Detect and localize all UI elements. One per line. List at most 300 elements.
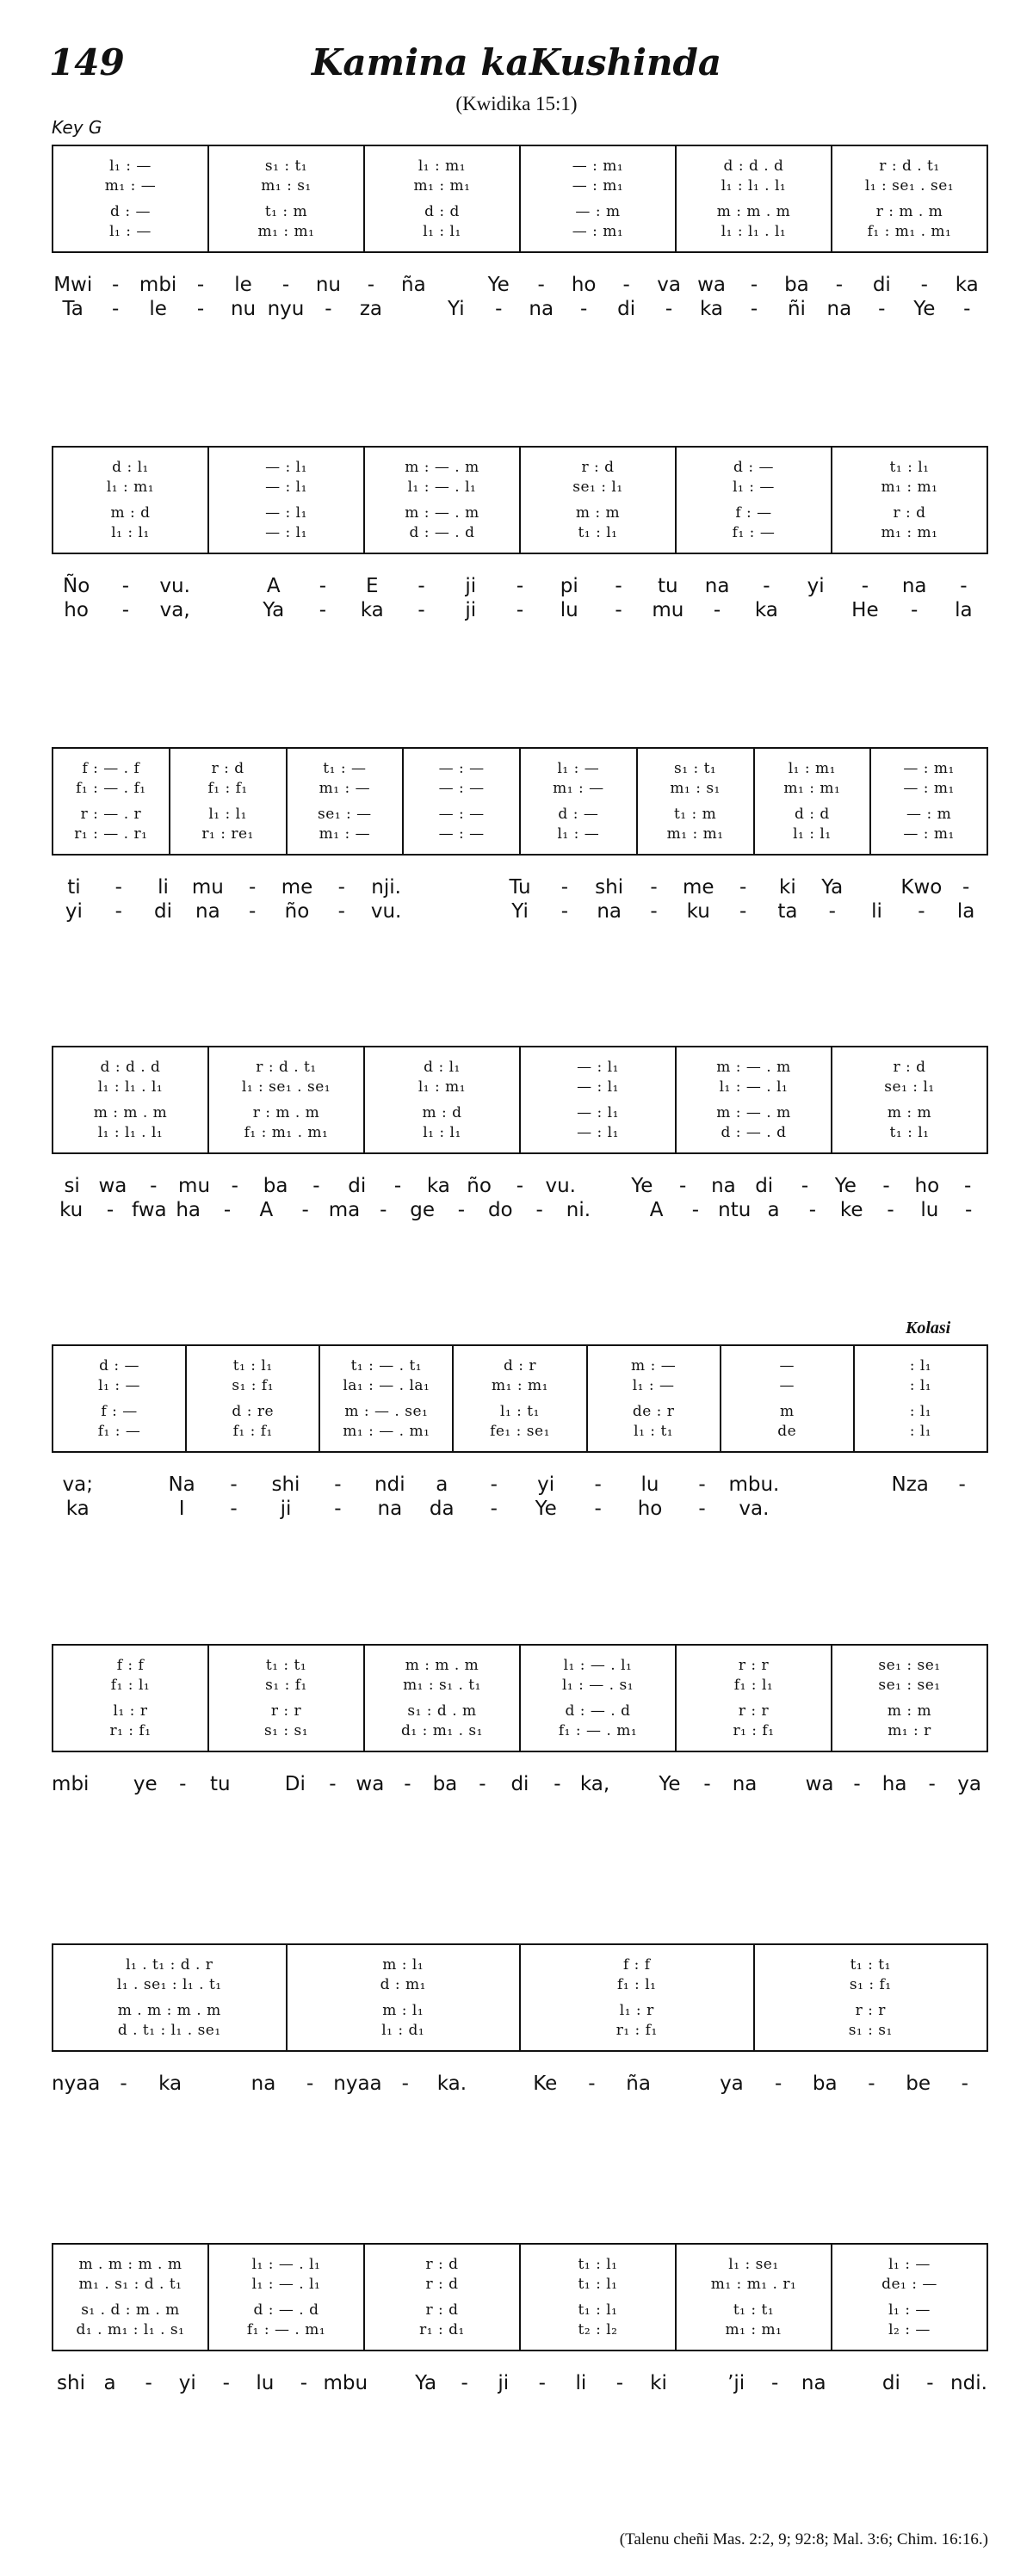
measure	[677, 1646, 832, 1751]
measure	[365, 146, 521, 251]
lyric-syllable: za	[359, 298, 382, 320]
lyric-syllable: ji	[465, 575, 477, 597]
voice-part: r₁ : d₁	[419, 2320, 465, 2338]
lyric-syllable: Ye	[631, 1175, 653, 1197]
measure	[209, 1646, 365, 1751]
lyric-syllable: -	[750, 274, 758, 296]
lyric-syllable: -	[121, 599, 130, 621]
lyric-syllable: wa	[805, 1773, 834, 1795]
lyric-syllable	[598, 1199, 637, 1221]
lyric-syllable: -	[319, 575, 327, 597]
voice-part: m₁ : — . m₁	[343, 1422, 430, 1440]
measure	[404, 749, 521, 854]
voice-part: m₁ : m₁	[257, 222, 315, 240]
lyric-syllable: ba	[263, 1175, 288, 1197]
lyric-syllable: -	[196, 274, 205, 296]
lyric-syllable: di	[755, 1175, 774, 1197]
measure	[365, 1047, 521, 1152]
voice-part: l₁ : —	[733, 478, 775, 496]
lyric-syllable: -	[958, 1473, 966, 1496]
voice-part: f : — . f	[82, 759, 140, 777]
lyric-syllable: -	[868, 2073, 875, 2095]
voice-part: m₁ : —	[553, 779, 604, 797]
lyric-syllable: -	[882, 1175, 890, 1197]
voice-part: — : m₁	[903, 825, 955, 843]
measure	[832, 448, 987, 553]
lyric-syllable: nji.	[371, 876, 401, 899]
voice-part: se₁ : se₁	[878, 1656, 941, 1674]
lyric-syllable	[475, 2073, 522, 2095]
lyric-syllable: -	[698, 1498, 706, 1520]
voice-part: — : m₁	[903, 779, 955, 797]
lyric-syllable: ho	[571, 274, 597, 296]
lyric-syllable: -	[223, 1199, 232, 1221]
lyric-syllable: le	[149, 298, 167, 320]
voice-part: d : — . d	[721, 1123, 787, 1141]
voice-part: f : f	[622, 1955, 651, 1974]
lyric-syllable: tu	[210, 1773, 231, 1795]
voice-part: t₁ : m	[673, 805, 717, 823]
voice-part: l₁ : l₁	[423, 222, 461, 240]
lyric-syllable: tu	[658, 575, 678, 597]
lyric-syllable: nyaa	[52, 2073, 101, 2095]
lyric-syllable: nyaa	[333, 2073, 382, 2095]
lyric-syllable: -	[650, 900, 658, 923]
lyric-syllable: ño	[284, 900, 310, 923]
voice-part: r : d . t₁	[879, 157, 940, 175]
lyric-syllable	[194, 2073, 240, 2095]
lyric-syllable: yi	[65, 900, 83, 923]
lyric-syllable: fwa	[132, 1199, 167, 1221]
lyric-syllable: ndi.	[950, 2372, 987, 2394]
voice-part: — : m₁	[572, 222, 624, 240]
voice-part: d : d . d	[723, 157, 784, 175]
tonic-solfa-staff	[52, 1943, 988, 2052]
measure	[288, 1945, 522, 2050]
voice-part: r₁ : re₁	[201, 825, 254, 843]
lyric-syllable: -	[698, 1473, 706, 1496]
voice-part: m : m	[575, 503, 621, 522]
measure	[677, 1047, 832, 1152]
measure	[53, 1346, 187, 1451]
lyric-syllable: ya	[720, 2073, 744, 2095]
lyric-syllable: Ya	[415, 2372, 437, 2394]
voice-part: m₁ . s₁ : d . t₁	[78, 2275, 182, 2293]
lyric-syllable: va	[657, 274, 681, 296]
tonic-solfa-staff	[52, 2243, 988, 2351]
voice-part: m : — . m	[405, 503, 479, 522]
voice-part: s₁ : s₁	[848, 2021, 893, 2039]
measure	[365, 1646, 521, 1751]
lyric-syllable: Ño	[62, 575, 90, 597]
measure	[677, 448, 832, 553]
voice-part: : l₁	[909, 1402, 932, 1420]
lyric-syllable: -	[222, 2372, 230, 2394]
voice-part: t₁ : m	[264, 202, 308, 220]
voice-part: fe₁ : se₁	[490, 1422, 550, 1440]
lyric-syllable: -	[678, 1175, 687, 1197]
voice-part: t₁ : l₁	[578, 2301, 618, 2319]
lyric-syllable: -	[490, 1498, 498, 1520]
voice-part: l₁ : —	[888, 2255, 931, 2273]
voice-part: se₁ : —	[318, 805, 372, 823]
lyric-syllable: -	[878, 298, 886, 320]
voice-part: m₁ : m₁ . r₁	[710, 2275, 797, 2293]
lyric-line	[52, 2073, 988, 2095]
voice-part: — : m	[906, 805, 952, 823]
lyric-syllable: He	[851, 599, 879, 621]
footer-reference: (Talenu cheñi Mas. 2:2, 9; 92:8; Mal. 3:6; Chim. 16:16.)	[619, 2530, 988, 2548]
voice-part: — : m	[575, 202, 621, 220]
lyric-syllable: wa	[697, 274, 726, 296]
voice-part: t₁ : t₁	[265, 1656, 307, 1674]
voice-part: l₁ : — . l₁	[251, 2275, 321, 2293]
lyric-syllable: E	[365, 575, 379, 597]
lyric-syllable: va;	[62, 1473, 93, 1496]
voice-part: — : m₁	[572, 157, 624, 175]
lyric-syllable	[409, 876, 454, 899]
voice-part: m . m : m . m	[78, 2255, 182, 2273]
chorus-label: Kolasi	[906, 1319, 951, 1337]
lyric-syllable: me	[683, 876, 714, 899]
lyric-syllable: ni.	[566, 1199, 591, 1221]
lyric-syllable: -	[750, 298, 758, 320]
voice-part: l₁ : l₁ . l₁	[721, 176, 787, 195]
voice-part: l₁ : — . l₁	[719, 1078, 789, 1096]
voice-part: d : —	[733, 458, 774, 476]
hymn-number: 149	[49, 41, 125, 83]
voice-part: m₁ : m₁	[881, 478, 938, 496]
voice-part: l₁ : — . l₁	[251, 2255, 321, 2273]
lyric-syllable: li	[575, 2372, 587, 2394]
voice-part: l₁ : t₁	[634, 1422, 674, 1440]
lyric-syllable	[780, 1498, 832, 1520]
voice-part: l₁ : —	[109, 157, 152, 175]
voice-part: t₁ : l₁	[578, 523, 618, 541]
voice-part: m₁ : m₁	[413, 176, 471, 195]
lyric-syllable: nyu	[267, 298, 305, 320]
lyric-syllable: -	[516, 1175, 524, 1197]
measure	[53, 749, 170, 854]
voice-part: r₁ : f₁	[615, 2021, 658, 2039]
measure	[53, 448, 209, 553]
voice-part: l₁ : m₁	[418, 157, 467, 175]
voice-part: — : l₁	[265, 458, 307, 476]
lyric-syllable: na	[826, 298, 852, 320]
lyric-syllable: -	[918, 900, 925, 923]
voice-part: d : r	[503, 1356, 537, 1374]
voice-part: se₁ : l₁	[884, 1078, 935, 1096]
voice-part: f₁ : l₁	[617, 1975, 657, 1993]
lyric-syllable: va,	[159, 599, 190, 621]
lyric-syllable: -	[538, 2372, 546, 2394]
lyric-syllable: -	[910, 599, 919, 621]
lyric-syllable: li	[158, 876, 169, 899]
lyric-syllable: da	[429, 1498, 455, 1520]
lyric-syllable: -	[887, 1199, 894, 1221]
lyric-syllable: lu	[640, 1473, 659, 1496]
voice-part: s₁ : d . m	[407, 1702, 477, 1720]
lyric-syllable: nu	[315, 274, 342, 296]
lyric-line	[52, 1175, 988, 1197]
lyric-syllable: -	[120, 2073, 127, 2095]
voice-part: t₁ : l₁	[889, 458, 930, 476]
measure	[521, 2245, 677, 2350]
voice-part: l₁ : —	[632, 1376, 675, 1394]
voice-part: t₁ : l₁	[232, 1356, 273, 1374]
lyric-syllable: na	[195, 900, 220, 923]
lyric-syllable	[764, 1773, 801, 1795]
measure	[521, 146, 677, 251]
lyric-syllable: di	[510, 1773, 529, 1795]
lyric-syllable: -	[490, 1473, 498, 1496]
lyric-syllable: a	[436, 1473, 448, 1496]
lyric-syllable: ti	[67, 876, 81, 899]
lyric-syllable: -	[249, 876, 257, 899]
lyric-syllable	[368, 2372, 406, 2394]
voice-part: t₁ : t₁	[733, 2301, 775, 2319]
lyric-syllable: -	[560, 900, 568, 923]
lyric-syllable: na	[529, 298, 554, 320]
lyric-syllable: Di	[284, 1773, 306, 1795]
voice-part: l₁ : l₁	[208, 805, 247, 823]
lyric-syllable: ke	[839, 1199, 863, 1221]
voice-part: —	[779, 1356, 795, 1374]
lyric-syllable	[103, 1473, 155, 1496]
voice-part: r₁ : f₁	[109, 1721, 152, 1739]
measure	[755, 749, 872, 854]
voice-part: m	[779, 1402, 795, 1420]
voice-part: l₁ . t₁ : d . r	[126, 1955, 213, 1974]
lyric-line	[52, 1498, 988, 1520]
voice-part: l₁ : se₁ . se₁	[864, 176, 955, 195]
voice-part: s₁ : s₁	[263, 1721, 309, 1739]
voice-part: m₁ : —	[319, 779, 371, 797]
lyric-syllable: di	[348, 1175, 367, 1197]
measure	[755, 1945, 987, 2050]
voice-part: r : r	[738, 1656, 770, 1674]
voice-part: f₁ : —	[97, 1422, 141, 1440]
tonic-solfa-staff	[52, 1046, 988, 1154]
lyric-syllable: mbu.	[728, 1473, 780, 1496]
voice-part: l₁ : r	[619, 2001, 654, 2019]
voice-part: m₁ : s₁	[261, 176, 312, 195]
measure	[209, 2245, 365, 2350]
lyric-syllable: -	[334, 1498, 342, 1520]
lyric-syllable: na	[704, 575, 730, 597]
lyric-syllable: ho	[637, 1498, 663, 1520]
lyric-line	[52, 900, 988, 923]
lyric-syllable: mbu	[323, 2372, 368, 2394]
lyric-syllable: -	[457, 1199, 466, 1221]
voice-part: —	[779, 1376, 795, 1394]
lyric-syllable: -	[963, 298, 971, 320]
voice-part: r : d . t₁	[256, 1058, 317, 1076]
measure	[588, 1346, 721, 1451]
lyric-syllable: yi	[178, 2372, 196, 2394]
measure	[53, 146, 209, 251]
voice-part: l₁ : t₁	[500, 1402, 540, 1420]
voice-part: d : —	[558, 805, 599, 823]
voice-part: d : l₁	[112, 458, 149, 476]
lyric-syllable: ka	[158, 2073, 182, 2095]
voice-part: m₁ : r	[888, 1721, 931, 1739]
lyric-syllable: ji	[280, 1498, 292, 1520]
lyric-syllable: na	[377, 1498, 403, 1520]
measure	[170, 749, 288, 854]
lyric-syllable: vu.	[370, 900, 402, 923]
voice-part: — : l₁	[577, 1123, 619, 1141]
lyric-syllable: Tu	[509, 876, 531, 899]
voice-part: l₁ : l₁ . l₁	[97, 1078, 164, 1096]
voice-part: r : d	[425, 2301, 459, 2319]
voice-part: — : l₁	[577, 1058, 619, 1076]
lyric-syllable: ña	[401, 274, 426, 296]
lyric-syllable: Ta	[62, 298, 84, 320]
measure	[454, 1346, 587, 1451]
voice-part: d : — . d	[253, 2301, 319, 2319]
voice-part: l₁ : m₁	[788, 759, 836, 777]
voice-part: f₁ : — . f₁	[76, 779, 146, 797]
lyric-syllable	[936, 1498, 987, 1520]
lyric-syllable: Kwo	[900, 876, 943, 899]
measure	[521, 1047, 677, 1152]
lyric-syllable: ka.	[436, 2073, 467, 2095]
voice-part: s₁ . d : m . m	[81, 2301, 180, 2319]
voice-part: — : —	[438, 805, 485, 823]
lyric-syllable	[200, 575, 249, 597]
lyric-syllable	[581, 1175, 622, 1197]
lyric-syllable: la	[956, 900, 975, 923]
lyric-syllable: -	[106, 1199, 114, 1221]
lyric-syllable: -	[145, 2372, 152, 2394]
voice-part: r : r	[738, 1702, 770, 1720]
lyric-syllable: -	[535, 1199, 543, 1221]
lyric-syllable: -	[114, 900, 122, 923]
voice-part: f₁ : l₁	[733, 1676, 774, 1694]
voice-part: l₁ : l₁	[423, 1123, 461, 1141]
voice-part: l₁ : l₁ . l₁	[97, 1123, 164, 1141]
lyric-syllable: si	[64, 1175, 80, 1197]
lyric-line	[52, 1199, 988, 1221]
voice-part: m₁ : m₁	[666, 825, 724, 843]
lyric-syllable	[884, 1498, 936, 1520]
voice-part: l₁ : — . l₁	[407, 478, 477, 496]
voice-part: m : —	[631, 1356, 677, 1374]
lyric-syllable: -	[112, 298, 120, 320]
lyric-syllable: -	[401, 2073, 409, 2095]
lyric-syllable	[832, 1498, 884, 1520]
voice-part: f₁ : f₁	[232, 1422, 273, 1440]
measure	[638, 749, 755, 854]
voice-part: f₁ : f₁	[207, 779, 248, 797]
lyric-syllable	[791, 599, 840, 621]
voice-part: — : m₁	[903, 759, 955, 777]
measure	[53, 1945, 288, 2050]
voice-part: — : —	[438, 825, 485, 843]
voice-part: f : f	[116, 1656, 145, 1674]
voice-part: — : —	[438, 779, 485, 797]
scripture-reference: (Kwidika 15:1)	[455, 93, 578, 114]
lyric-syllable: -	[615, 599, 622, 621]
voice-part: d . t₁ : l₁ . se₁	[117, 2021, 221, 2039]
lyric-syllable: -	[230, 1473, 238, 1496]
lyric-syllable: -	[615, 2372, 624, 2394]
voice-part: m : m . m	[93, 1103, 168, 1121]
voice-part: t₁ : l₁	[578, 2275, 618, 2293]
lyric-syllable: Ke	[533, 2073, 558, 2095]
lyric-syllable: -	[808, 1199, 817, 1221]
lyric-syllable: -	[965, 1199, 973, 1221]
lyric-line	[52, 575, 988, 597]
voice-part: d : — . d	[409, 523, 475, 541]
lyric-syllable	[833, 2372, 872, 2394]
voice-part: m : m . m	[405, 1656, 479, 1674]
lyric-syllable: ji	[498, 2372, 510, 2394]
measure	[677, 146, 832, 251]
lyric-syllable: -	[230, 1498, 238, 1520]
lyric-syllable: mbi	[52, 1773, 90, 1795]
lyric-syllable: -	[380, 1199, 387, 1221]
lyric-syllable: -	[580, 298, 588, 320]
voice-part: s₁ : t₁	[674, 759, 717, 777]
lyric-syllable: nu	[230, 298, 257, 320]
lyric-syllable: A	[259, 1199, 274, 1221]
lyric-syllable: -	[495, 298, 503, 320]
voice-part: f₁ : m₁ . m₁	[867, 222, 952, 240]
lyric-syllable: ki	[779, 876, 796, 899]
lyric-syllable: di	[154, 900, 173, 923]
tonic-solfa-staff	[52, 747, 988, 856]
voice-part: l₁ : se₁	[728, 2255, 779, 2273]
lyric-syllable: -	[461, 2372, 468, 2394]
voice-part: d₁ : m₁ . s₁	[401, 1721, 483, 1739]
voice-part: r : d	[581, 458, 615, 476]
lyric-syllable: be	[906, 2073, 931, 2095]
voice-part: l₁ : —	[98, 1376, 140, 1394]
voice-part: l₁ : l₁	[793, 825, 832, 843]
lyric-syllable: ba	[432, 1773, 458, 1795]
voice-part: l₁ : —	[109, 222, 152, 240]
voice-part: m : m	[887, 1103, 932, 1121]
lyric-syllable: lu	[920, 1199, 939, 1221]
voice-part: r : d	[893, 503, 926, 522]
lyric-syllable: wa	[98, 1175, 127, 1197]
key-signature: Key G	[52, 117, 102, 138]
lyric-syllable: Nza	[891, 1473, 929, 1496]
voice-part: r : m . m	[875, 202, 943, 220]
voice-part: t₁ : l₁	[889, 1123, 930, 1141]
voice-part: r : d	[893, 1058, 926, 1076]
voice-part: — : l₁	[265, 503, 307, 522]
voice-part: d : d . d	[100, 1058, 161, 1076]
voice-part: — : l₁	[265, 478, 307, 496]
lyric-syllable: ma	[328, 1199, 361, 1221]
lyric-syllable: ku	[59, 1199, 84, 1221]
voice-part: l₁ : — . s₁	[561, 1676, 634, 1694]
lyric-syllable: na	[711, 1175, 736, 1197]
lyric-syllable: ka	[754, 599, 778, 621]
lyric-syllable: na	[732, 1773, 758, 1795]
measure	[53, 2245, 209, 2350]
voice-part: r : r	[855, 2001, 886, 2019]
lyric-syllable: di	[881, 2372, 900, 2394]
lyric-syllable: -	[179, 1773, 187, 1795]
voice-part: t₁ : t₁	[850, 1955, 891, 1974]
lyric-syllable: -	[537, 274, 545, 296]
voice-part: f₁ : — . m₁	[246, 2320, 326, 2338]
lyric-syllable: ho	[64, 599, 89, 621]
